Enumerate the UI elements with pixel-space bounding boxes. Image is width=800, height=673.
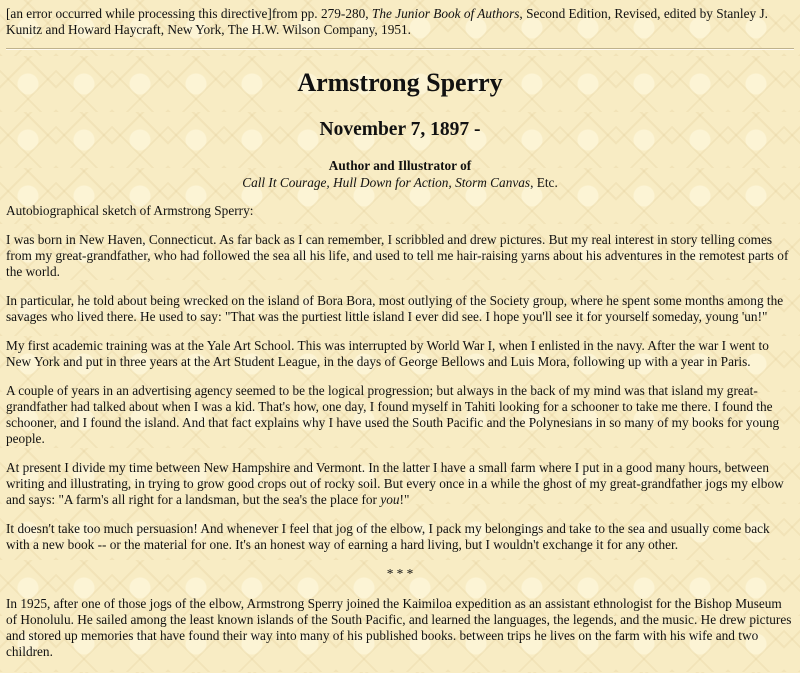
page-content	[6, 6, 794, 673]
birth-date: November 7, 1897 -	[319, 119, 481, 140]
source-book-title: The Junior Book of Authors	[371, 6, 520, 21]
paragraph-2: In particular, he told about being wrecked on the island of Bora Bora, most outlying of the Society group, where he spent some months among the savages who lived there. He used to say: "That was the purtiest little island I ever did see. I hope you'll see it for yourself someday, young 'un!"	[6, 293, 784, 324]
paragraph-1: I was born in New Haven, Connecticut. As far back as I can remember, I scribbled and drew pictures. But my real interest in story telling comes from my great-grandfather, who had followed the sea all his life, and used to tell me hair-raising yarns about his adventures in the remotest parts of the world.	[6, 232, 789, 279]
paragraph-5-end: !"	[399, 492, 410, 507]
role-label: Author and Illustrator of	[328, 158, 472, 173]
closing-paragraph: In 1925, after one of those jogs of the elbow, Armstrong Sperry joined the Kaimiloa expedition as an assistant ethnologist for the Bishop Museum of Honolulu. He sailed among the least known islands of the South Pacific, and learned the languages, the legends, and the music. He drew pictures and stored up memories that have found their way into many of his published books. between trips he lives on the farm with his wife and two children.	[6, 596, 792, 659]
source-citation	[6, 6, 794, 38]
paragraph-5-text: At present I divide my time between New Hampshire and Vermont. In the latter I have a small farm where I put in a good many hours, between writing and illustrating, in trying to grow good crops out of rocky soil. But every once in a while the ghost of my great-grandfather jogs my elbow and says: "A farm's all right for a landsman, but the sea's the place for	[6, 460, 784, 507]
divider	[6, 48, 794, 50]
works-suffix: , Etc.	[530, 175, 558, 190]
works-list	[6, 175, 794, 191]
intro-text: Autobiographical sketch of Armstrong Sperry:	[6, 203, 254, 218]
works-titles: Call It Courage, Hull Down for Action, Storm Canvas	[242, 175, 531, 190]
paragraph-5-emphasis: you	[380, 492, 400, 507]
source-prefix: from pp. 279-280,	[271, 6, 372, 21]
section-separator: * * *	[386, 566, 414, 581]
paragraph-5	[6, 460, 794, 508]
directive-error: [an error occurred while processing this directive]	[6, 6, 272, 21]
source-suffix: , Second Edition, Revised, edited by Stanley J. Kunitz and Howard Haycraft, New York, The H.W. Wilson Company, 1951.	[6, 6, 768, 37]
paragraph-3: My first academic training was at the Yale Art School. This was interrupted by World War I, when I enlisted in the navy. After the war I went to New York and put in three years at the Art Student League, in the days of George Bellows and Luis Mora, following up with a year in Paris.	[6, 338, 769, 369]
paragraph-6: It doesn't take too much persuasion! And whenever I feel that jog of the elbow, I pack my belongings and take to the sea and usually come back with a new book -- or the material for one. It's an honest way of earning a hard living, but I wouldn't exchange it for any other.	[6, 521, 770, 552]
paragraph-4: A couple of years in an advertising agency seemed to be the logical progression; but always in the back of my mind was that island my great-grandfather had talked about when I was a kid. That's how, one day, I found myself in Tahiti looking for a schooner to take me there. I found the schooner, and I found the island. And that fact explains why I have used the South Pacific and the Polynesians in so many of my books for young people.	[6, 383, 780, 446]
page-title: Armstrong Sperry	[297, 68, 503, 97]
